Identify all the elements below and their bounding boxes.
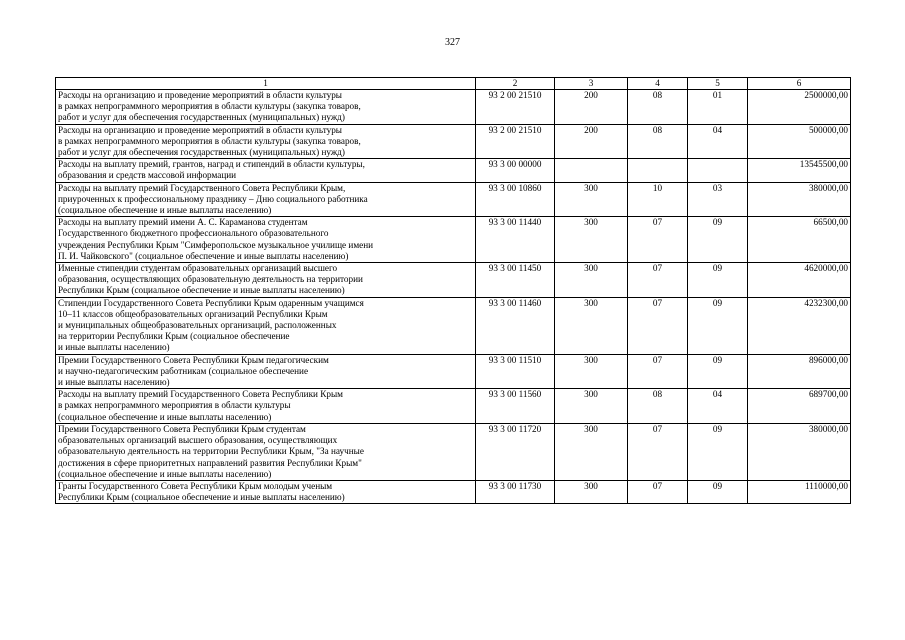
table-row [56, 217, 851, 263]
budget-table [55, 77, 851, 504]
row-col-3: 300 [555, 423, 628, 480]
row-col-4: 07 [628, 297, 688, 354]
row-col-3: 200 [555, 90, 628, 125]
row-code: 93 2 00 21510 [476, 124, 555, 159]
row-description: Гранты Государственного Совета Республики Крым молодым ученым Республики Крым (социальное обеспечение и иные выплаты населению) [56, 480, 476, 503]
row-col-4: 08 [628, 124, 688, 159]
row-code: 93 3 00 11720 [476, 423, 555, 480]
row-col-4 [628, 159, 688, 182]
table-row [56, 480, 851, 503]
row-col-5: 04 [688, 124, 748, 159]
header-col-6: 6 [748, 78, 851, 90]
table-row [56, 423, 851, 480]
header-col-2: 2 [476, 78, 555, 90]
row-amount: 689700,00 [748, 389, 851, 424]
header-col-5: 5 [688, 78, 748, 90]
table-row [56, 90, 851, 125]
row-col-5: 04 [688, 389, 748, 424]
row-description: Расходы на выплату премий Государственного Совета Республики Крым в рамках непрограммного мероприятия в области культуры (социальное обеспечение и иные выплаты населению) [56, 389, 476, 424]
row-col-4: 07 [628, 263, 688, 298]
row-col-3: 300 [555, 480, 628, 503]
row-description: Расходы на выплату премий имени А. С. Караманова студентам Государственного бюджетного профессионального образовательного учреждения Республики Крым "Симферопольское музыкальное училище имени П. И. Чайковского" (социальное обеспечение и иные выплаты населению) [56, 217, 476, 263]
row-col-5: 09 [688, 263, 748, 298]
table-row [56, 389, 851, 424]
header-row [56, 78, 851, 90]
row-description: Расходы на организацию и проведение мероприятий в области культуры в рамках непрограммного мероприятия в области культуры (закупка товаров, работ и услуг для обеспечения государственных (муниципальных) нужд) [56, 124, 476, 159]
row-amount: 66500,00 [748, 217, 851, 263]
row-amount: 380000,00 [748, 423, 851, 480]
row-code: 93 3 00 11560 [476, 389, 555, 424]
row-code: 93 2 00 21510 [476, 90, 555, 125]
row-amount: 1110000,00 [748, 480, 851, 503]
row-description: Премии Государственного Совета Республики Крым педагогическим и научно-педагогическим работникам (социальное обеспечение и иные выплаты населению) [56, 354, 476, 389]
row-col-5: 09 [688, 354, 748, 389]
row-code: 93 3 00 11730 [476, 480, 555, 503]
table-row [56, 297, 851, 354]
table-row [56, 354, 851, 389]
row-col-3: 300 [555, 182, 628, 217]
header-col-1: 1 [56, 78, 476, 90]
row-code: 93 3 00 11440 [476, 217, 555, 263]
table-row [56, 263, 851, 298]
row-amount: 896000,00 [748, 354, 851, 389]
row-code: 93 3 00 10860 [476, 182, 555, 217]
row-col-3: 300 [555, 297, 628, 354]
row-col-3 [555, 159, 628, 182]
row-description: Стипендии Государственного Совета Республики Крым одаренным учащимся 10–11 классов общеобразовательных организаций Республики Крым и муниципальных общеобразовательных организаций, расположенных на территории Республики Крым (социальное обеспечение и иные выплаты населению) [56, 297, 476, 354]
table-row [56, 159, 851, 182]
row-description: Именные стипендии студентам образовательных организаций высшего образования, осуществляющих образовательную деятельность на территории Республики Крым (социальное обеспечение и иные выплаты населению) [56, 263, 476, 298]
header-col-4: 4 [628, 78, 688, 90]
row-col-3: 300 [555, 354, 628, 389]
row-amount: 4620000,00 [748, 263, 851, 298]
row-col-5: 03 [688, 182, 748, 217]
row-code: 93 3 00 11450 [476, 263, 555, 298]
page-number: 327 [445, 37, 460, 48]
row-col-4: 08 [628, 389, 688, 424]
row-amount: 13545500,00 [748, 159, 851, 182]
row-col-5: 09 [688, 297, 748, 354]
row-amount: 4232300,00 [748, 297, 851, 354]
row-col-3: 300 [555, 389, 628, 424]
row-col-4: 07 [628, 423, 688, 480]
row-col-5: 01 [688, 90, 748, 125]
row-amount: 500000,00 [748, 124, 851, 159]
row-col-3: 300 [555, 263, 628, 298]
header-col-3: 3 [555, 78, 628, 90]
row-code: 93 3 00 11510 [476, 354, 555, 389]
row-col-5: 09 [688, 480, 748, 503]
row-col-4: 10 [628, 182, 688, 217]
row-col-4: 07 [628, 354, 688, 389]
row-amount: 2500000,00 [748, 90, 851, 125]
row-col-5: 09 [688, 217, 748, 263]
row-description: Расходы на выплату премий Государственного Совета Республики Крым, приуроченных к профессиональному празднику – Дню социального работника (социальное обеспечение и иные выплаты населению) [56, 182, 476, 217]
row-col-5 [688, 159, 748, 182]
row-col-5: 09 [688, 423, 748, 480]
row-description: Расходы на организацию и проведение мероприятий в области культуры в рамках непрограммного мероприятия в области культуры (закупка товаров, работ и услуг для обеспечения государственных (муниципальных) нужд) [56, 90, 476, 125]
row-description: Расходы на выплату премий, грантов, наград и стипендий в области культуры, образования и средств массовой информации [56, 159, 476, 182]
row-description: Премии Государственного Совета Республики Крым студентам образовательных организаций высшего образования, осуществляющих образовательную деятельность на территории Республики Крым, "За научные достижения в сфере приоритетных направлений развития Республики Крым" (социальное обеспечение и иные выплаты населению) [56, 423, 476, 480]
row-col-3: 300 [555, 217, 628, 263]
row-amount: 380000,00 [748, 182, 851, 217]
row-col-4: 07 [628, 480, 688, 503]
row-col-3: 200 [555, 124, 628, 159]
row-code: 93 3 00 00000 [476, 159, 555, 182]
row-col-4: 07 [628, 217, 688, 263]
table-row [56, 182, 851, 217]
row-code: 93 3 00 11460 [476, 297, 555, 354]
table-row [56, 124, 851, 159]
row-col-4: 08 [628, 90, 688, 125]
